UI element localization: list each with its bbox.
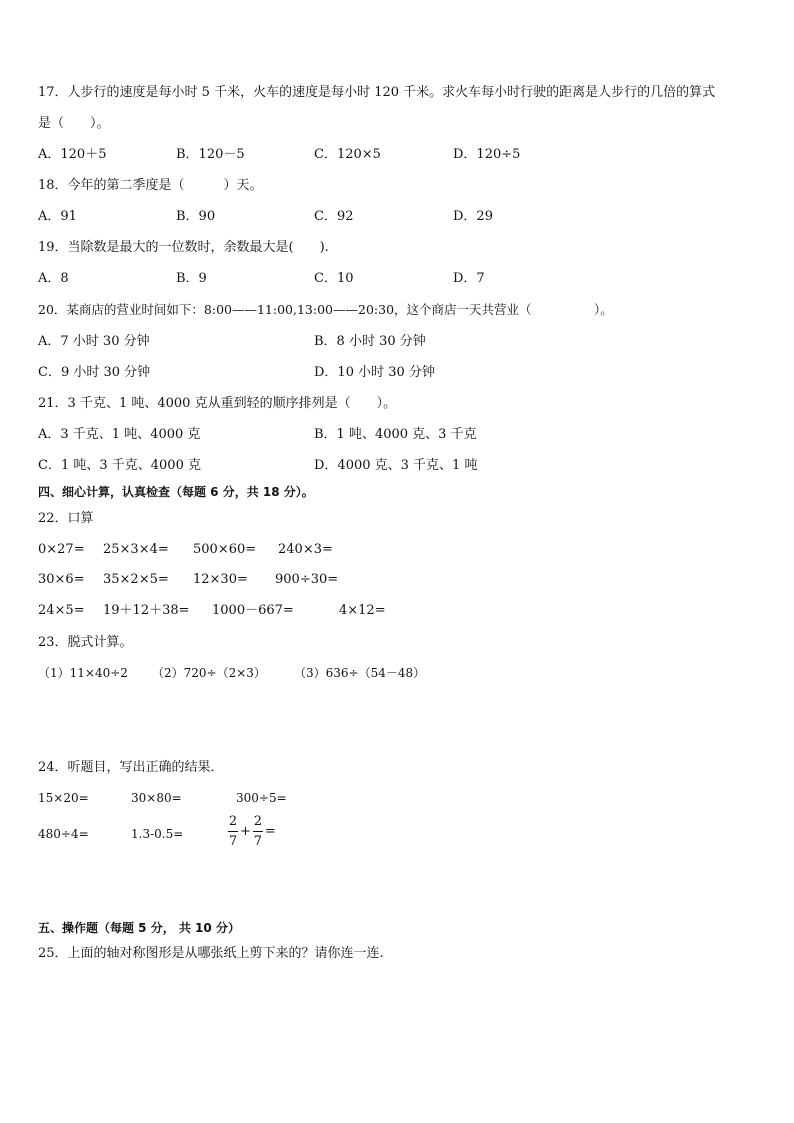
q17-stem-line1: 17．人步行的速度是每小时 5 千米，火车的速度是每小时 120 千米。求火车每小时行驶的距离是人步行的几倍的算式 xyxy=(38,85,716,100)
q23-item-3: （3）636÷（54－48） xyxy=(294,666,426,680)
q20-option-d: D．10 小时 30 分钟 xyxy=(314,365,435,380)
numerator: 2 xyxy=(228,814,238,829)
q22-item: 500×60= xyxy=(193,542,257,557)
fraction xyxy=(228,815,238,848)
q18-stem: 18．今年的第二季度是（ ）天。 xyxy=(38,178,263,193)
equals-sign: = xyxy=(264,824,276,839)
q22-item: 24×5= xyxy=(38,603,85,618)
fraction-bar xyxy=(228,831,238,832)
q17-option-c: C．120×5 xyxy=(314,147,381,162)
q22-item: 4×12= xyxy=(339,603,386,618)
q24-item: 480÷4= xyxy=(38,827,89,841)
q19-stem: 19．当除数是最大的一位数时，余数最大是( ). xyxy=(38,240,329,255)
plus-sign: + xyxy=(240,824,251,839)
fraction xyxy=(253,815,263,848)
q22-title: 22．口算 xyxy=(38,511,94,526)
q21-option-d: D．4000 克、3 千克、1 吨 xyxy=(314,458,478,473)
q22-item: 12×30= xyxy=(193,572,248,587)
q24-item: 30×80= xyxy=(131,791,182,805)
section-5-heading: 五、操作题（每题 5 分， 共 10 分） xyxy=(38,921,240,935)
q22-item: 30×6= xyxy=(38,572,85,587)
q21-option-c: C．1 吨、3 千克、4000 克 xyxy=(38,458,201,473)
q18-option-a: A．91 xyxy=(38,209,77,224)
q19-option-a: A．8 xyxy=(38,271,69,286)
q21-option-b: B．1 吨、4000 克、3 千克 xyxy=(314,427,477,442)
section-4-heading: 四、细心计算，认真检查（每题 6 分，共 18 分）。 xyxy=(38,485,314,499)
q22-item: 1000－667= xyxy=(212,603,294,618)
q18-option-c: C．92 xyxy=(314,209,354,224)
denominator: 7 xyxy=(253,834,263,849)
q22-item: 0×27= xyxy=(38,542,85,557)
q17-option-b: B．120－5 xyxy=(176,147,245,162)
q25-stem: 25．上面的轴对称图形是从哪张纸上剪下来的？请你连一连. xyxy=(38,946,384,961)
q23-item-1: （1）11×40÷2 xyxy=(38,666,128,680)
q24-item: 1.3-0.5= xyxy=(131,827,184,841)
q24-item: 15×20= xyxy=(38,791,89,805)
q20-option-a: A．7 小时 30 分钟 xyxy=(38,334,150,349)
q22-item: 19＋12＋38= xyxy=(103,603,190,618)
q22-item: 25×3×4= xyxy=(103,542,169,557)
q19-option-d: D．7 xyxy=(453,271,485,286)
q17-option-d: D．120÷5 xyxy=(453,147,521,162)
q22-item: 240×3= xyxy=(278,542,333,557)
q24-title: 24．听题目，写出正确的结果． xyxy=(38,760,224,775)
fraction-bar xyxy=(253,831,263,832)
q24-item: 300÷5= xyxy=(236,791,287,805)
q19-option-c: C．10 xyxy=(314,271,354,286)
q20-option-c: C．9 小时 30 分钟 xyxy=(38,365,151,380)
q21-stem: 21．3 千克、1 吨、4000 克从重到轻的顺序排列是（ ）。 xyxy=(38,396,397,411)
q17-stem-line2: 是（ ）。 xyxy=(38,116,110,131)
q22-item: 35×2×5= xyxy=(103,572,169,587)
q18-option-b: B．90 xyxy=(176,209,216,224)
q23-title: 23．脱式计算。 xyxy=(38,635,133,650)
q17-option-a: A．120＋5 xyxy=(38,147,107,162)
q20-stem: 20．某商店的营业时间如下：8:00——11:00,13:00——20:30，这个商店一天共营业（ ）。 xyxy=(38,302,613,317)
q24-fraction-expression xyxy=(228,815,278,848)
q22-item: 900÷30= xyxy=(275,572,339,587)
numerator: 2 xyxy=(253,814,263,829)
q20-option-b: B．8 小时 30 分钟 xyxy=(314,334,426,349)
q21-option-a: A．3 千克、1 吨、4000 克 xyxy=(38,427,201,442)
denominator: 7 xyxy=(228,834,238,849)
q23-item-2: （2）720÷（2×3） xyxy=(152,666,266,680)
q19-option-b: B．9 xyxy=(176,271,207,286)
q18-option-d: D．29 xyxy=(453,209,493,224)
